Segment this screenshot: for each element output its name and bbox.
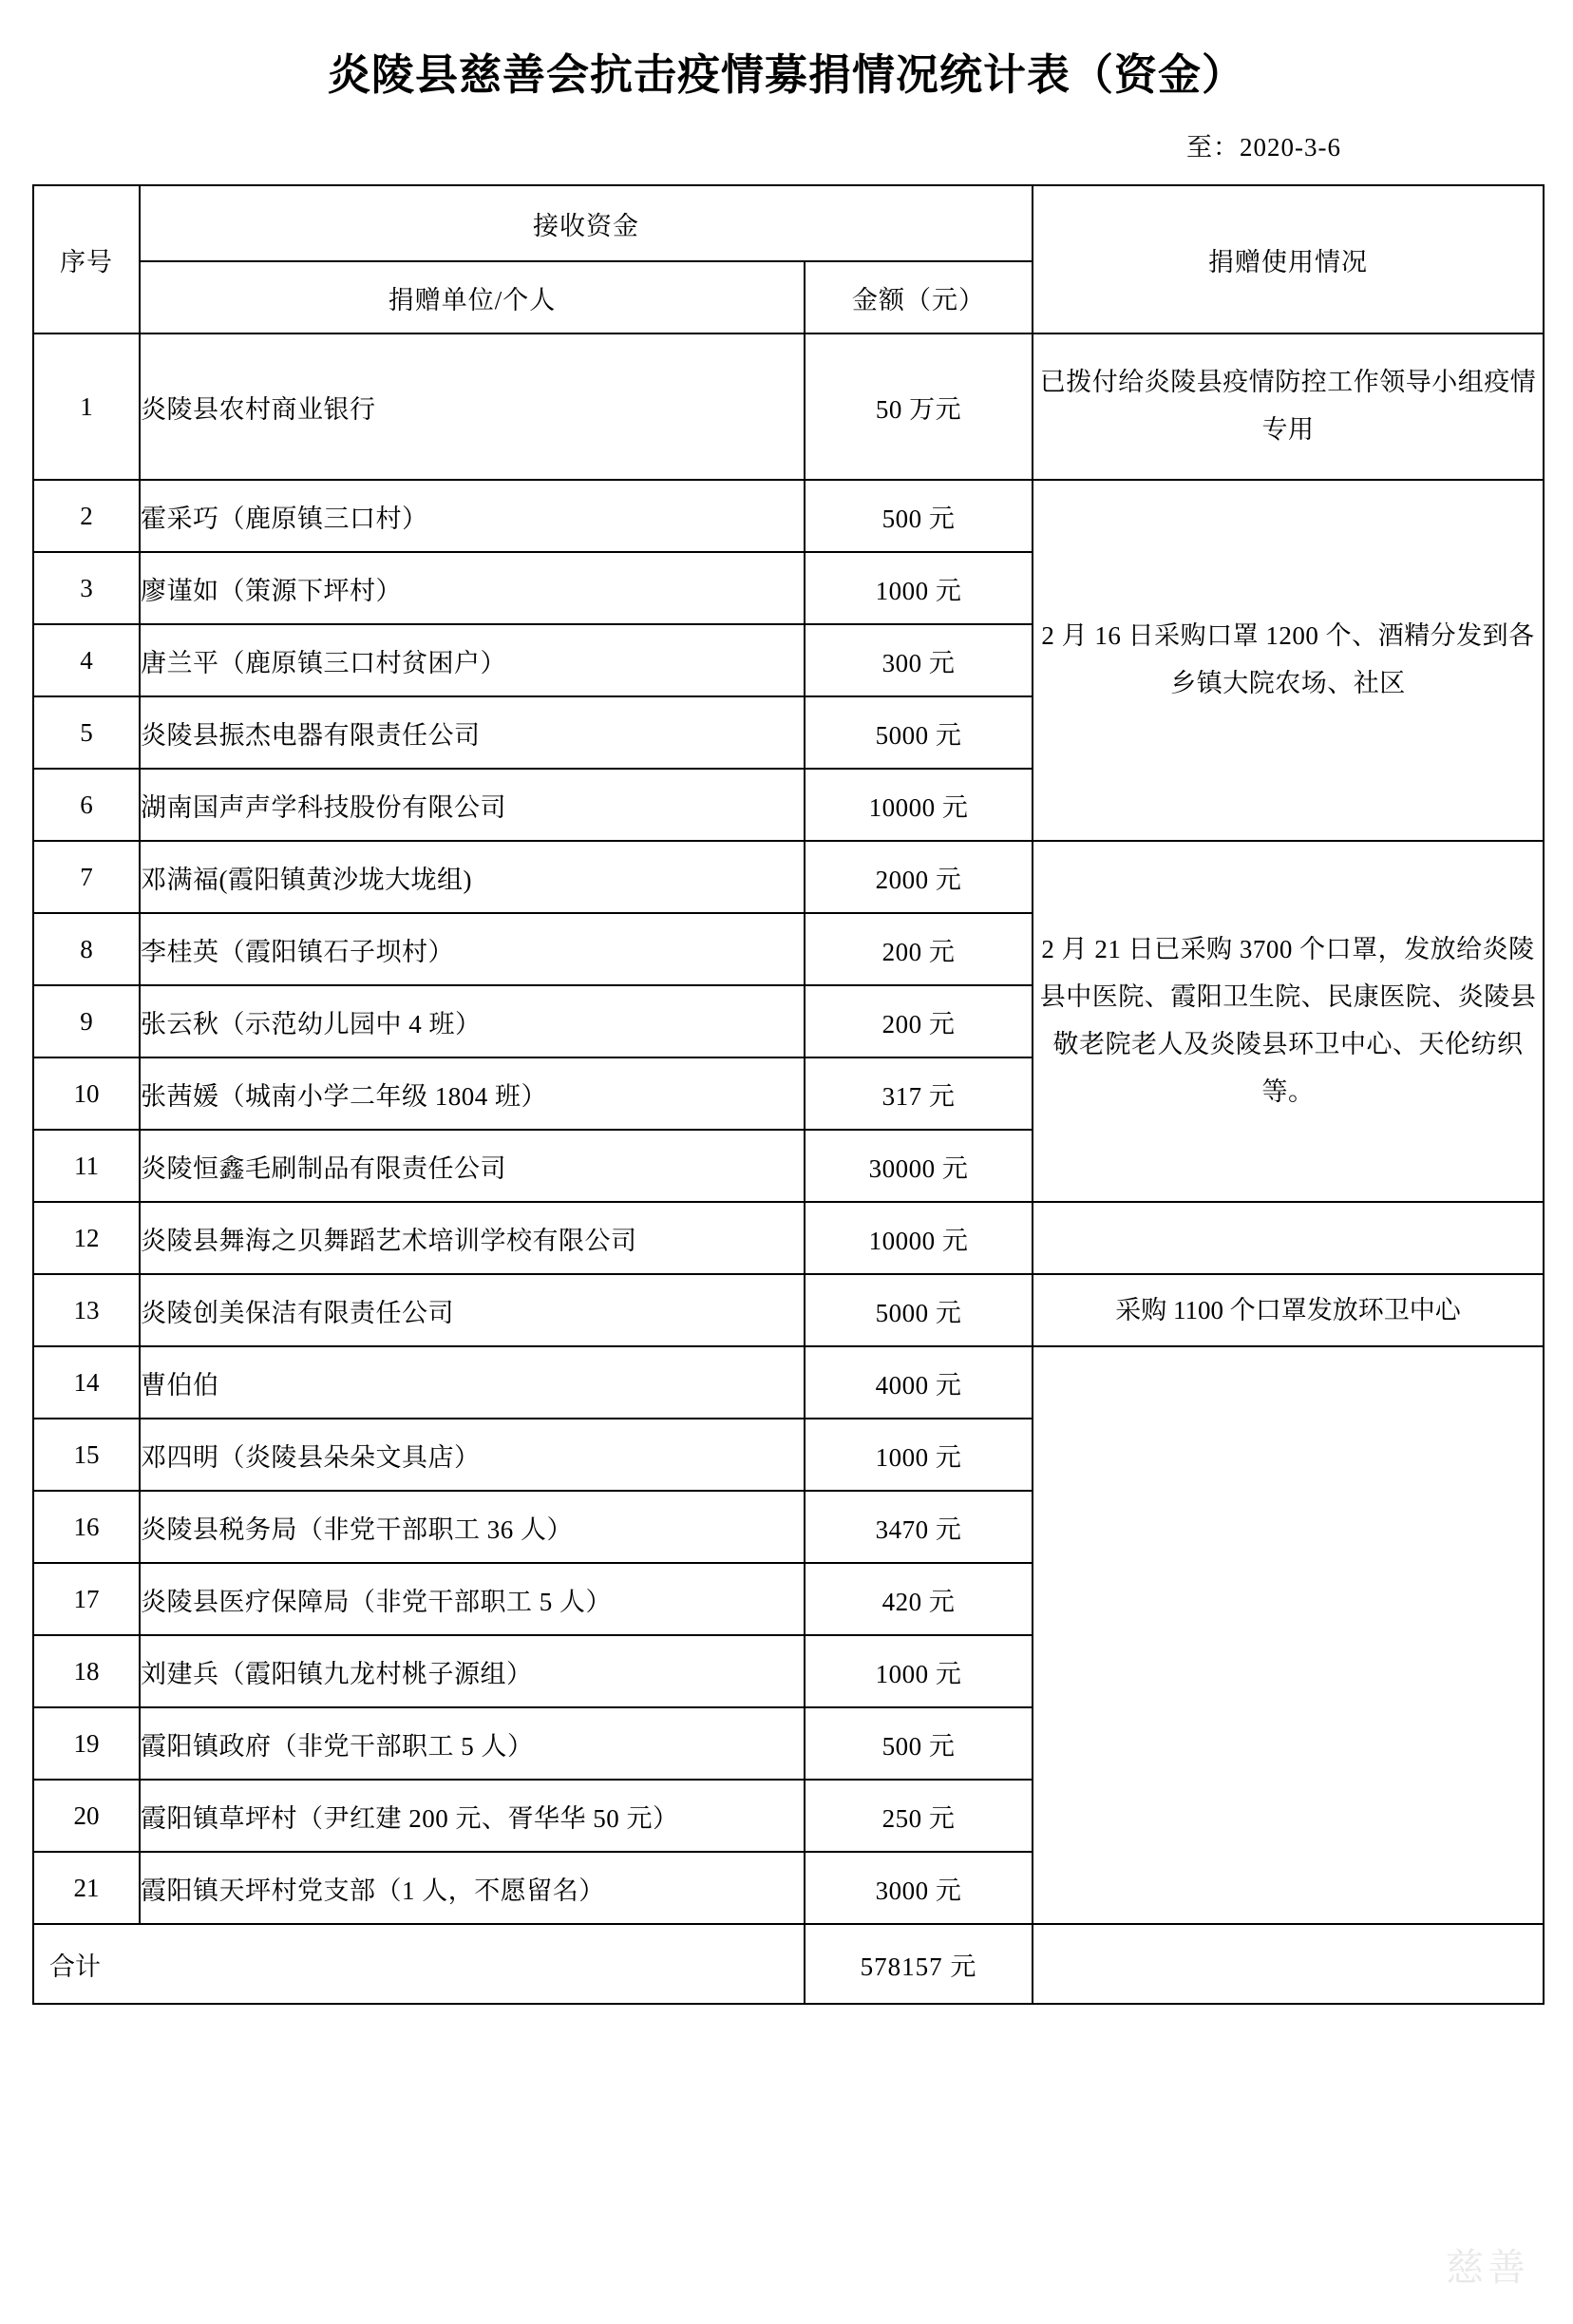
row-amount: 1000 元 — [805, 552, 1033, 624]
row-donor: 炎陵县振杰电器有限责任公司 — [140, 696, 805, 769]
row-donor: 刘建兵（霞阳镇九龙村桃子源组） — [140, 1635, 805, 1707]
row-amount: 250 元 — [805, 1780, 1033, 1852]
row-no: 13 — [33, 1274, 140, 1346]
row-no: 2 — [33, 480, 140, 552]
row-no: 11 — [33, 1130, 140, 1202]
row-amount: 5000 元 — [805, 696, 1033, 769]
usage-note-4: 采购 1100 个口罩发放环卫中心 — [1033, 1274, 1544, 1346]
usage-note-1: 已拨付给炎陵县疫情防控工作领导小组疫情专用 — [1033, 333, 1544, 480]
row-amount: 317 元 — [805, 1057, 1033, 1130]
row-donor: 张茜媛（城南小学二年级 1804 班） — [140, 1057, 805, 1130]
row-amount: 30000 元 — [805, 1130, 1033, 1202]
row-donor: 炎陵创美保洁有限责任公司 — [140, 1274, 805, 1346]
row-no: 5 — [33, 696, 140, 769]
row-no: 6 — [33, 769, 140, 841]
row-amount: 1000 元 — [805, 1419, 1033, 1491]
row-no: 8 — [33, 913, 140, 985]
row-amount: 10000 元 — [805, 769, 1033, 841]
row-no: 10 — [33, 1057, 140, 1130]
row-donor: 霞阳镇草坪村（尹红建 200 元、胥华华 50 元） — [140, 1780, 805, 1852]
total-usage-empty — [1033, 1924, 1544, 2004]
header-donor: 捐赠单位/个人 — [140, 261, 805, 333]
row-donor: 邓四明（炎陵县朵朵文具店） — [140, 1419, 805, 1491]
row-amount: 3470 元 — [805, 1491, 1033, 1563]
row-no: 7 — [33, 841, 140, 913]
row-amount: 5000 元 — [805, 1274, 1033, 1346]
row-no: 19 — [33, 1707, 140, 1780]
row-no: 20 — [33, 1780, 140, 1852]
row-donor: 炎陵县税务局（非党干部职工 36 人） — [140, 1491, 805, 1563]
row-no: 9 — [33, 985, 140, 1057]
table-row — [33, 333, 1544, 480]
row-amount: 200 元 — [805, 985, 1033, 1057]
header-amount: 金额（元） — [805, 261, 1033, 333]
row-amount: 420 元 — [805, 1563, 1033, 1635]
row-no: 1 — [33, 333, 140, 480]
row-donor: 湖南国声声学科技股份有限公司 — [140, 769, 805, 841]
row-no: 12 — [33, 1202, 140, 1274]
usage-empty — [1033, 1346, 1544, 1924]
date-note: 至：2020-3-6 — [1186, 133, 1341, 162]
row-donor: 曹伯伯 — [140, 1346, 805, 1419]
row-no: 16 — [33, 1491, 140, 1563]
donation-table — [32, 184, 1545, 2005]
usage-note-2: 2 月 16 日采购口罩 1200 个、酒精分发到各乡镇大院农场、社区 — [1033, 480, 1544, 841]
row-donor: 李桂英（霞阳镇石子坝村） — [140, 913, 805, 985]
usage-note-3: 2 月 21 日已采购 3700 个口罩，发放给炎陵县中医院、霞阳卫生院、民康医院、炎陵县敬老院老人及炎陵县环卫中心、天伦纺织等。 — [1033, 841, 1544, 1202]
row-amount: 2000 元 — [805, 841, 1033, 913]
row-donor: 邓满福(霞阳镇黄沙垅大垅组) — [140, 841, 805, 913]
row-donor: 炎陵县农村商业银行 — [140, 333, 805, 480]
row-donor: 炎陵恒鑫毛刷制品有限责任公司 — [140, 1130, 805, 1202]
row-donor: 炎陵县舞海之贝舞蹈艺术培训学校有限公司 — [140, 1202, 805, 1274]
row-amount: 500 元 — [805, 480, 1033, 552]
row-no: 17 — [33, 1563, 140, 1635]
row-amount: 500 元 — [805, 1707, 1033, 1780]
row-donor: 霞阳镇天坪村党支部（1 人，不愿留名） — [140, 1852, 805, 1924]
total-label: 合计 — [33, 1924, 805, 2004]
row-donor: 霞阳镇政府（非党干部职工 5 人） — [140, 1707, 805, 1780]
watermark: 慈善 — [1446, 2246, 1529, 2289]
row-amount: 10000 元 — [805, 1202, 1033, 1274]
header-received-funds: 接收资金 — [140, 185, 1033, 261]
table-header-row — [33, 185, 1544, 261]
row-amount: 1000 元 — [805, 1635, 1033, 1707]
row-donor: 炎陵县医疗保障局（非党干部职工 5 人） — [140, 1563, 805, 1635]
table-row — [33, 1346, 1544, 1419]
page-title: 炎陵县慈善会抗击疫情募捐情况统计表（资金） — [327, 49, 1245, 100]
row-amount: 200 元 — [805, 913, 1033, 985]
row-amount: 300 元 — [805, 624, 1033, 696]
row-amount: 50 万元 — [805, 333, 1033, 480]
row-no: 15 — [33, 1419, 140, 1491]
row-donor: 张云秋（示范幼儿园中 4 班） — [140, 985, 805, 1057]
total-row — [33, 1924, 1544, 2004]
row-amount: 3000 元 — [805, 1852, 1033, 1924]
row-donor: 唐兰平（鹿原镇三口村贫困户） — [140, 624, 805, 696]
table-row — [33, 841, 1544, 913]
row-amount: 4000 元 — [805, 1346, 1033, 1419]
usage-empty — [1033, 1202, 1544, 1274]
header-no: 序号 — [33, 185, 140, 333]
row-donor: 廖谨如（策源下坪村） — [140, 552, 805, 624]
table-row — [33, 480, 1544, 552]
total-amount: 578157 元 — [805, 1924, 1033, 2004]
table-row — [33, 1202, 1544, 1274]
row-donor: 霍采巧（鹿原镇三口村） — [140, 480, 805, 552]
table-row — [33, 1274, 1544, 1346]
row-no: 18 — [33, 1635, 140, 1707]
row-no: 14 — [33, 1346, 140, 1419]
row-no: 21 — [33, 1852, 140, 1924]
row-no: 4 — [33, 624, 140, 696]
row-no: 3 — [33, 552, 140, 624]
header-usage: 捐赠使用情况 — [1033, 185, 1544, 333]
